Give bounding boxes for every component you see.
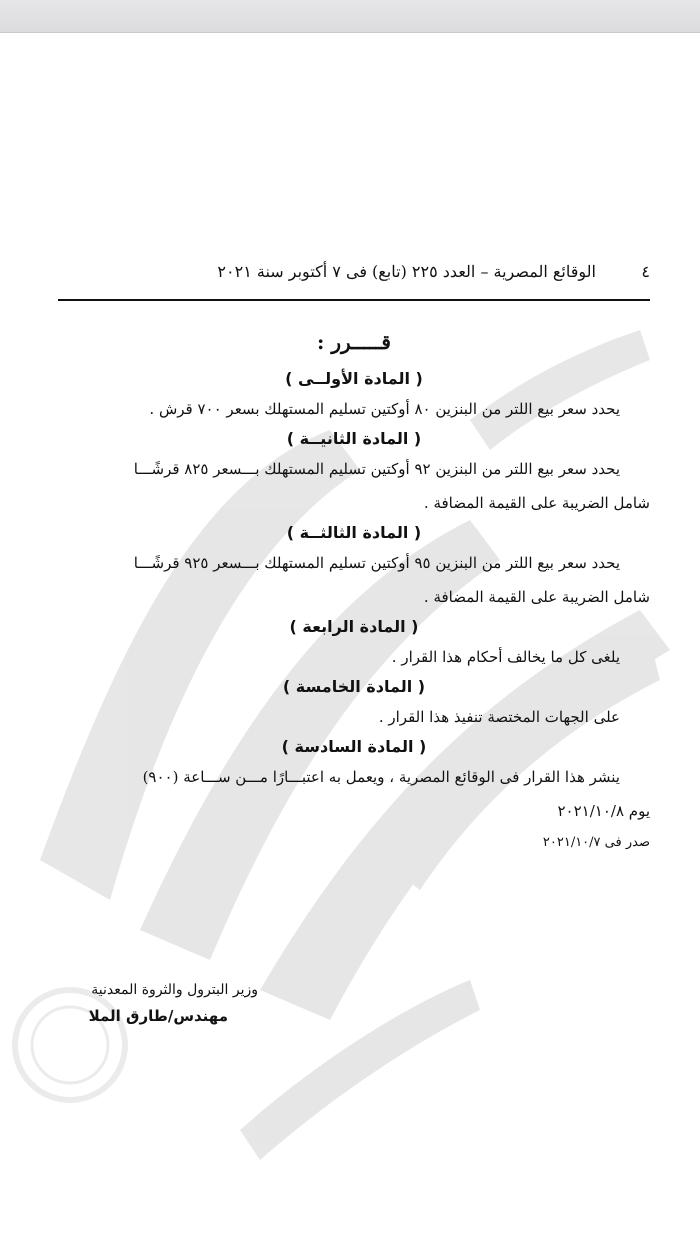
page-number: ٤ xyxy=(641,262,650,281)
article-1-title: ( المادة الأولــى ) xyxy=(285,369,423,388)
article-3-text-line-2: شامل الضريبة على القيمة المضافة . xyxy=(423,588,650,606)
article-2-title: ( المادة الثانيــة ) xyxy=(286,429,422,448)
header-rule xyxy=(58,299,650,301)
header-title: الوقائع المصرية – العدد ٢٢٥ (تابع) فى ٧ أكتوبر سنة ٢٠٢١ xyxy=(217,262,596,281)
decision-title: قـــــرر : xyxy=(317,330,391,354)
page-header xyxy=(58,262,650,286)
article-4-title: ( المادة الرابعة ) xyxy=(289,617,419,636)
browser-top-bar xyxy=(0,0,700,33)
article-5-title: ( المادة الخامسة ) xyxy=(282,677,426,696)
minister-title: وزير البترول والثروة المعدنية xyxy=(91,982,258,998)
article-1-text: يحدد سعر بيع اللتر من البنزين ٨٠ أوكتين تسليم المستهلك بسعر ٧٠٠ قرش . xyxy=(149,400,620,418)
article-2-text-line-1: يحدد سعر بيع اللتر من البنزين ٩٢ أوكتين تسليم المستهلك بـــسعر ٨٢٥ قرشًـــا xyxy=(133,460,620,478)
decision-body xyxy=(58,330,650,858)
article-2-text-line-2: شامل الضريبة على القيمة المضافة . xyxy=(423,494,650,512)
article-5-text: على الجهات المختصة تنفيذ هذا القرار . xyxy=(378,708,620,726)
article-4-text: يلغى كل ما يخالف أحكام هذا القرار . xyxy=(391,648,620,666)
article-6-text-line-1: ينشر هذا القرار فى الوقائع المصرية ، ويعمل به اعتبـــارًا مـــن ســـاعة (٩٠٠) xyxy=(142,768,620,786)
article-6-title: ( المادة السادسة ) xyxy=(281,737,427,756)
article-6-text-line-2: يوم ٢٠٢١/١٠/٨ xyxy=(557,802,650,820)
article-3-title: ( المادة الثالثــة ) xyxy=(286,523,422,542)
article-3-text-line-1: يحدد سعر بيع اللتر من البنزين ٩٥ أوكتين تسليم المستهلك بـــسعر ٩٢٥ قرشًـــا xyxy=(133,554,620,572)
signature-block xyxy=(58,978,258,1030)
minister-name: مهندس/طارق الملا xyxy=(88,1007,228,1025)
issue-date: صدر فى ٢٠٢١/١٠/٧ xyxy=(542,835,650,850)
